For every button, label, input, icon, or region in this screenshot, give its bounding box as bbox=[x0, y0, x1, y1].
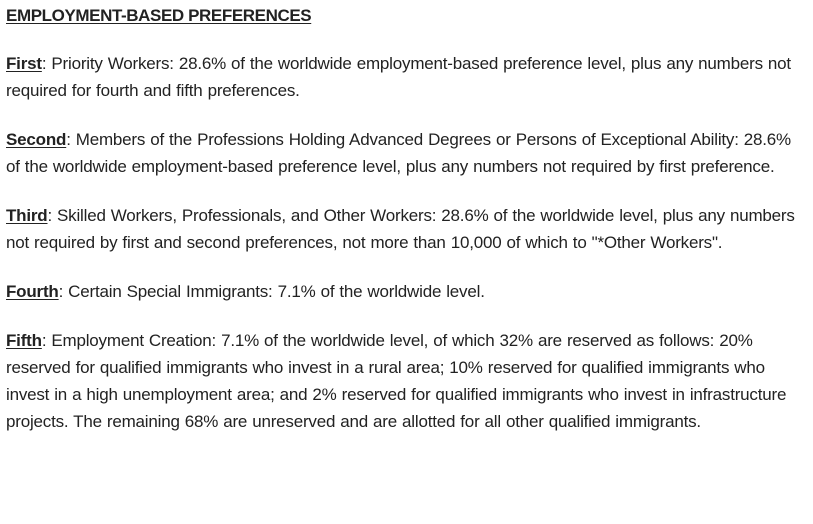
preference-label: Fourth bbox=[6, 282, 59, 301]
preference-text: : Members of the Professions Holding Advanced Degrees or Persons of Exceptional Ability: 28.6% of the worldwide employment-based preference level, plus any numbers not required by first preference. bbox=[6, 130, 791, 176]
preference-label: Second bbox=[6, 130, 67, 149]
preference-fifth bbox=[6, 327, 807, 435]
preference-text: : Priority Workers: 28.6% of the worldwide employment-based preference level, plus any numbers not required for fourth and fifth preferences. bbox=[6, 54, 791, 100]
preference-third bbox=[6, 202, 807, 256]
preference-second bbox=[6, 126, 807, 180]
preference-label: Third bbox=[6, 206, 48, 225]
preference-text: : Certain Special Immigrants: 7.1% of the worldwide level. bbox=[58, 282, 485, 301]
preference-text: : Skilled Workers, Professionals, and Other Workers: 28.6% of the worldwide level, plus any numbers not required by first and second preferences, not more than 10,000 of which to "*Other Workers". bbox=[6, 206, 795, 252]
preference-text: : Employment Creation: 7.1% of the worldwide level, of which 32% are reserved as follows: 20% reserved for qualified immigrants who invest in a rural area; 10% reserved for qualified immigrants who invest in a high unemployment area; and 2% reserved for qualified immigrants who invest in infrastructure projects. The remaining 68% are unreserved and are allotted for all other qualified immigrants. bbox=[6, 331, 787, 431]
preference-label: First bbox=[6, 54, 42, 73]
preference-fourth bbox=[6, 278, 807, 305]
preference-label: Fifth bbox=[6, 331, 42, 350]
preference-first bbox=[6, 50, 807, 104]
document-heading: EMPLOYMENT-BASED PREFERENCES bbox=[6, 6, 312, 25]
